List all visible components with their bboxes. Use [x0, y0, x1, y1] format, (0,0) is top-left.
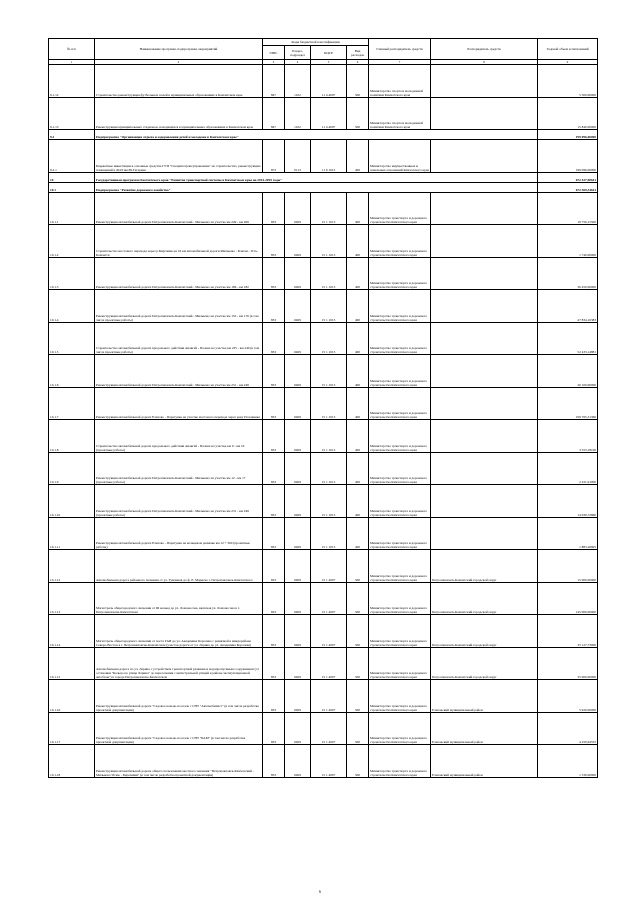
row-manager — [431, 322, 538, 355]
row-grbs: 833 — [263, 712, 285, 745]
row-name: Реконструкция автомобильной дороги Петропавловск-Камчатский - Мильково на участке км 12 - км 17 (проектные работы) — [95, 452, 263, 485]
row-amount: 1 530,00000 — [538, 745, 598, 778]
row-name: Строительство мостового перехода через р.Кирганик на 16 км автомобильной дороги Мильково - Ключи - Усть-Камчатск — [95, 225, 263, 258]
row-name: Государственная программа Камчатского края "Развитие транспортной системы в Камчатском крае на 2014-2025 годы" — [95, 172, 538, 182]
table-row — [49, 517, 598, 550]
row-amount: 52 433,14881 — [538, 322, 598, 355]
row-section: 0409 — [285, 582, 311, 615]
row-grbs: 833 — [263, 355, 285, 388]
index-cell: 3 — [263, 60, 285, 65]
row-kvr: 500 — [347, 647, 369, 680]
row-kvr: 400 — [347, 257, 369, 290]
row-name: Магистраль общегородского значения от поста ГАИ до ул. Академика Королева с развязкой в микрорайоне Северо-Восток в г. Петропавловске-Камчатском (участок дороги от ул. Ларина до ул. Академика Королева) — [95, 615, 263, 648]
row-num: 10.1.8 — [49, 420, 95, 453]
table-row — [49, 65, 598, 98]
row-num: 10.1.14 — [49, 615, 95, 648]
index-cell: 9 — [538, 60, 598, 65]
row-name: Реконструкция автомобильной дороги Петропавловск-Камчатский - Мильково на участке км 249 - км 269 — [95, 192, 263, 225]
row-grbs: 833 — [263, 452, 285, 485]
row-kcsr: 15 1 1013 — [311, 192, 347, 225]
row-name: Автомобильная дорога районного значения от ул. Туманная до ф. Е. Мариско г. Петропавловск-Камчатского — [95, 550, 263, 583]
index-cell: 2 — [95, 60, 263, 65]
row-main-manager: Министерство транспорта и дорожного строительства Камчатского края — [369, 257, 431, 290]
row-main-manager: Министерство транспорта и дорожного строительства Камчатского края — [369, 452, 431, 485]
row-kvr: 400 — [347, 355, 369, 388]
row-kcsr: 11 4 4007 — [311, 97, 347, 130]
row-grbs: 833 — [263, 420, 285, 453]
table-row — [49, 225, 598, 258]
row-section: 0409 — [285, 517, 311, 550]
row-manager — [431, 517, 538, 550]
row-kcsr: 15 1 1013 — [311, 387, 347, 420]
row-section: 0113 — [285, 140, 311, 173]
row-main-manager: Министерство транспорта и дорожного строительства Камчатского края — [369, 355, 431, 388]
row-grbs: 872 — [263, 140, 285, 173]
table-row — [49, 550, 598, 583]
row-manager: Петропавловск-Камчатский городской округ — [431, 550, 538, 583]
row-grbs: 833 — [263, 257, 285, 290]
row-name: Строительство автомобильной дороги продольного действия Анавгай - Палана на участке км 0 - км 16 (проектные работы) — [95, 420, 263, 453]
table-row — [49, 322, 598, 355]
row-section: 0409 — [285, 712, 311, 745]
row-grbs: 833 — [263, 322, 285, 355]
row-kcsr: 15 1 4007 — [311, 550, 347, 583]
row-amount: 14 630,72860 — [538, 485, 598, 518]
row-main-manager: Министерство транспорта и дорожного строительства Камчатского края — [369, 485, 431, 518]
row-section: 1102 — [285, 97, 311, 130]
row-grbs: 833 — [263, 387, 285, 420]
row-kcsr: 15 1 4007 — [311, 647, 347, 680]
row-num: 10.1.5 — [49, 322, 95, 355]
row-manager: Елизовский муниципальный район — [431, 712, 538, 745]
row-main-manager: Министерство транспорта и дорожного строительства Камчатского края — [369, 615, 431, 648]
row-num: 10.1.18 — [49, 745, 95, 778]
row-grbs: 833 — [263, 485, 285, 518]
table-row — [49, 192, 598, 225]
table-row — [49, 420, 598, 453]
row-main-manager: Министерство транспорта и дорожного строительства Камчатского края — [369, 322, 431, 355]
row-main-manager: Министерство транспорта и дорожного строительства Камчатского края — [369, 582, 431, 615]
row-grbs: 833 — [263, 192, 285, 225]
row-manager: Елизовский муниципальный район — [431, 680, 538, 713]
row-kvr: 500 — [347, 745, 369, 778]
row-section: 0409 — [285, 225, 311, 258]
table-row — [49, 647, 598, 680]
row-num: 9.2.1 — [49, 140, 95, 173]
row-name: Реконструкция автомобильной дороги "Садовое кольцо-поселок с СНТ "Автомобилист" (в том числе разработка проектной документации) — [95, 680, 263, 713]
row-kcsr: 15 1 1013 — [311, 517, 347, 550]
table-row — [49, 680, 598, 713]
row-kvr: 400 — [347, 517, 369, 550]
index-cell: 1 — [49, 60, 95, 65]
row-num: 9.1.12 — [49, 65, 95, 98]
row-section: 0409 — [285, 192, 311, 225]
row-main-manager: Министерство транспорта и дорожного строительства Камчатского края — [369, 387, 431, 420]
row-manager: Елизовский муниципальный район — [431, 745, 538, 778]
row-amount: 26 100,00000 — [538, 355, 598, 388]
row-name: Реконструкция автомобильной дороги Петропавловск-Камчатский - Мильково на участке км 231 - км 249 (проектные работы) — [95, 485, 263, 518]
table-row — [49, 140, 598, 173]
row-section: 0409 — [285, 550, 311, 583]
index-cell: 8 — [431, 60, 538, 65]
table-row — [49, 290, 598, 323]
row-manager — [431, 452, 538, 485]
section-row — [49, 172, 598, 182]
row-num: 9.1.13 — [49, 97, 95, 130]
row-kvr: 400 — [347, 290, 369, 323]
row-main-manager: Министерство транспорта и дорожного строительства Камчатского края — [369, 290, 431, 323]
row-amount: 3 553,18100 — [538, 420, 598, 453]
row-num: 10.1.9 — [49, 452, 95, 485]
row-name: Строительство автомобильной дороги продольного действия Анавгай - Палана на участке км 235 - км 240 (в том числе проектные работы) — [95, 322, 263, 355]
row-main-manager: Министерство транспорта и дорожного строительства Камчатского края — [369, 550, 431, 583]
row-manager — [431, 420, 538, 453]
header-kvr: Вид расходов — [347, 46, 369, 60]
row-main-manager: Министерство транспорта и дорожного строительства Камчатского края — [369, 745, 431, 778]
row-kcsr: 15 1 1013 — [311, 257, 347, 290]
row-section: 0409 — [285, 485, 311, 518]
row-name: Подпрограмма "Развитие дорожного хозяйства" — [95, 182, 538, 192]
row-kcsr: 15 1 1013 — [311, 355, 347, 388]
row-section: 0409 — [285, 680, 311, 713]
row-grbs: 847 — [263, 97, 285, 130]
row-manager — [431, 290, 538, 323]
row-name: Реконструкция автомобильной дороги Петропавловск-Камчатский - Мильково на участке км 166 - км 182 — [95, 257, 263, 290]
row-manager: Петропавловск-Камчатский городской округ — [431, 615, 538, 648]
row-manager — [431, 97, 538, 130]
row-kvr: 500 — [347, 582, 369, 615]
row-kcsr: 15 1 4007 — [311, 745, 347, 778]
row-amount: 19 750,15500 — [538, 192, 598, 225]
row-kcsr: 15 1 4007 — [311, 582, 347, 615]
row-kvr: 500 — [347, 550, 369, 583]
row-name: Реконструкция муниципальных стадионов, находящихся в муниципальных образованиях в Камчатском крае — [95, 97, 263, 130]
row-kcsr: 15 1 4007 — [311, 680, 347, 713]
index-cell: 6 — [347, 60, 369, 65]
row-num: 10.1.1 — [49, 192, 95, 225]
section-row — [49, 182, 598, 192]
budget-table — [48, 38, 598, 778]
page-number: 6 — [319, 889, 321, 894]
table-row — [49, 257, 598, 290]
row-kcsr: 15 1 1013 — [311, 485, 347, 518]
row-amount: 4 250,64535 — [538, 712, 598, 745]
row-main-manager: Министерство транспорта и дорожного строительства Камчатского края — [369, 517, 431, 550]
row-amount: 145 000,00000 — [538, 582, 598, 615]
row-kcsr: 11 4 4007 — [311, 65, 347, 98]
row-main-manager: Министерство спорта и молодежной политики Камчатского края — [369, 97, 431, 130]
row-num: 10.1.16 — [49, 680, 95, 713]
row-main-manager: Министерство транспорта и дорожного строительства Камчатского края — [369, 647, 431, 680]
row-kcsr: 15 1 1013 — [311, 290, 347, 323]
row-section: 0409 — [285, 355, 311, 388]
row-main-manager: Министерство транспорта и дорожного строительства Камчатского края — [369, 420, 431, 453]
row-manager — [431, 140, 538, 173]
row-kvr: 500 — [347, 97, 369, 130]
header-amount: Годовой объем ассигнований — [538, 39, 598, 60]
row-manager: Петропавловск-Камчатский городской округ — [431, 647, 538, 680]
row-manager — [431, 387, 538, 420]
row-section: 0409 — [285, 420, 311, 453]
row-num: 10.1.2 — [49, 225, 95, 258]
row-grbs: 833 — [263, 615, 285, 648]
row-kcsr: 15 1 1013 — [311, 322, 347, 355]
row-kcsr: 15 1 1013 — [311, 225, 347, 258]
row-section: 0409 — [285, 290, 311, 323]
row-num: 10.1.6 — [49, 355, 95, 388]
row-section: 0409 — [285, 322, 311, 355]
row-kvr: 400 — [347, 485, 369, 518]
row-kcsr: 11 6 1013 — [311, 140, 347, 173]
row-name: Реконструкция автомобильной дороги Петропавловск-Камчатский - Мильково на участке км 231 - км 249 — [95, 355, 263, 388]
row-name: Бюджетные инвестиции в основные средства ГУП "Спецавтотрансуправление" на строительство, реконструкцию помещений в ДОЛ им Ю.Гагарина — [95, 140, 263, 173]
row-section: 1102 — [285, 65, 311, 98]
row-main-manager: Министерство транспорта и дорожного строительства Камчатского края — [369, 225, 431, 258]
table-row — [49, 745, 598, 778]
row-num: 10.1.3 — [49, 257, 95, 290]
row-name: Реконструкция автомобильной дороги Петропавловск-Камчатский - Мильково на участке км 152 - км 170 (в том числе проектные работы) — [95, 290, 263, 323]
table-row — [49, 355, 598, 388]
row-section: 0409 — [285, 615, 311, 648]
row-amount: 35 000,00000 — [538, 647, 598, 680]
table-row — [49, 485, 598, 518]
row-num: 10.1.15 — [49, 647, 95, 680]
row-manager — [431, 65, 538, 98]
row-grbs: 833 — [263, 290, 285, 323]
table-body — [49, 65, 598, 778]
table-row — [49, 582, 598, 615]
row-name: Строительство реконструкция футбольных полей в муниципальных образованиях в Камчатском крае — [95, 65, 263, 98]
row-grbs: 833 — [263, 582, 285, 615]
row-grbs: 833 — [263, 680, 285, 713]
row-manager — [431, 257, 538, 290]
row-kvr: 400 — [347, 322, 369, 355]
row-kvr: 500 — [347, 615, 369, 648]
header-num: № п/п — [49, 39, 95, 60]
row-kcsr: 15 1 1013 — [311, 420, 347, 453]
section-row — [49, 130, 598, 140]
header-grbs: ГРБС — [263, 46, 285, 60]
row-kvr: 500 — [347, 712, 369, 745]
row-amount: 47 834,16383 — [538, 290, 598, 323]
row-kcsr: 15 1 1013 — [311, 452, 347, 485]
row-kvr: 400 — [347, 225, 369, 258]
row-amount: 30 450,00000 — [538, 257, 598, 290]
row-amount: 15 000,00000 — [538, 550, 598, 583]
table-row — [49, 97, 598, 130]
row-name: Подпрограмма "Организация отдыха и оздоровления детей и молодежи в Камчатском крае" — [95, 130, 538, 140]
row-name: Реконструкция автомобильной дороги "Садовое кольцо-поселок с СНТ "БАМ" (в том числе разработка проектной документации) — [95, 712, 263, 745]
row-amount: 1 883,26695 — [538, 517, 598, 550]
row-num: 10.1.12 — [49, 550, 95, 583]
row-name: Магистраль общегородского значения от Ш кольца до ул. Ломоносова, включая ул. Ломоносова в г. Петропавловске-Камчатском — [95, 582, 263, 615]
row-manager — [431, 192, 538, 225]
row-kvr: 400 — [347, 192, 369, 225]
row-kvr: 400 — [347, 140, 369, 173]
row-amount: 199 096,00000 — [538, 140, 598, 173]
row-manager: Петропавловск-Камчатский городской округ — [431, 582, 538, 615]
row-main-manager: Министерство транспорта и дорожного строительства Камчатского края — [369, 680, 431, 713]
row-amount: 2 221,91000 — [538, 452, 598, 485]
row-amount: 672 427,90641 — [538, 172, 598, 182]
table-row — [49, 452, 598, 485]
row-kvr: 400 — [347, 420, 369, 453]
row-section: 0409 — [285, 257, 311, 290]
index-cell: 5 — [311, 60, 347, 65]
row-amount: 5 920,00000 — [538, 680, 598, 713]
row-name: Автомобильная дорога по ул. Ларина с устройством транспортной развязки и водопропускным сооружением (от остановки "Кольцо по улице Ларина" до пересечения с магистральной улицей в районе эксплуатационной автобазы") в городе Петропавловске-Камчатском — [95, 647, 263, 680]
row-section: 0409 — [285, 745, 311, 778]
header-manager: Распорядитель средств — [431, 39, 538, 60]
row-section: 0409 — [285, 647, 311, 680]
row-num: 10.1.11 — [49, 517, 95, 550]
row-kvr: 400 — [347, 387, 369, 420]
row-amount: 5 500,00000 — [538, 65, 598, 98]
row-num: 10.1.13 — [49, 582, 95, 615]
table-row — [49, 387, 598, 420]
header-budget-codes: Коды бюджетной классификации — [263, 39, 369, 46]
row-amount: 35 127,73000 — [538, 615, 598, 648]
row-grbs: 833 — [263, 225, 285, 258]
row-amount: 15 840,00000 — [538, 97, 598, 130]
row-name: Реконструкция автомобильной дороги Елизово - Паратунка на кольцевом развязке км 12 + 300 (проектные работы) — [95, 517, 263, 550]
row-num: 10.1.4 — [49, 290, 95, 323]
budget-table-page — [48, 38, 597, 778]
row-section: 0409 — [285, 387, 311, 420]
header-section: Раздел, подраздел — [285, 46, 311, 60]
row-main-manager: Министерство транспорта и дорожного строительства Камчатского края — [369, 192, 431, 225]
row-grbs: 833 — [263, 550, 285, 583]
row-grbs: 847 — [263, 65, 285, 98]
row-name: Реконструкция автомобильной дороги Елизово - Паратунка на участке мостового перехода через реку Половинка — [95, 387, 263, 420]
row-num: 10.1.7 — [49, 387, 95, 420]
row-grbs: 833 — [263, 745, 285, 778]
row-main-manager: Министерство спорта и молодежной политики Камчатского края — [369, 65, 431, 98]
row-num: 10 — [49, 172, 95, 182]
header-name: Наименование программ, подпрограмм, мероприятий — [95, 39, 263, 60]
row-grbs: 833 — [263, 517, 285, 550]
row-num: 10.1.17 — [49, 712, 95, 745]
row-num: 10.1 — [49, 182, 95, 192]
row-main-manager: Министерство транспорта и дорожного строительства Камчатского края — [369, 712, 431, 745]
header-kcsr: КЦСР — [311, 46, 347, 60]
row-amount: 672 369,34641 — [538, 182, 598, 192]
row-grbs: 833 — [263, 647, 285, 680]
row-kvr: 400 — [347, 452, 369, 485]
row-manager — [431, 225, 538, 258]
row-num: 9.2 — [49, 130, 95, 140]
table-row — [49, 615, 598, 648]
row-num: 10.1.10 — [49, 485, 95, 518]
row-name: Реконструкция автомобильной дороги общего пользования местного значения "Петропавловск-Камчатский - Мильково 56 км. - Березняки" (в том числе разработка проектной документации) — [95, 745, 263, 778]
row-amount: 1 740,00000 — [538, 225, 598, 258]
row-kcsr: 15 1 4007 — [311, 712, 347, 745]
table-row — [49, 712, 598, 745]
row-manager — [431, 355, 538, 388]
row-kcsr: 15 1 4007 — [311, 615, 347, 648]
row-amount: 199 096,00000 — [538, 130, 598, 140]
row-manager — [431, 485, 538, 518]
row-section: 0409 — [285, 452, 311, 485]
row-main-manager: Министерство имущественных и земельных отношений Камчатского края — [369, 140, 431, 173]
row-amount: 199 765,31360 — [538, 387, 598, 420]
index-cell: 7 — [369, 60, 431, 65]
row-kvr: 500 — [347, 65, 369, 98]
header-main-manager: Главный распорядитель средств — [369, 39, 431, 60]
row-kvr: 500 — [347, 680, 369, 713]
index-cell: 4 — [285, 60, 311, 65]
